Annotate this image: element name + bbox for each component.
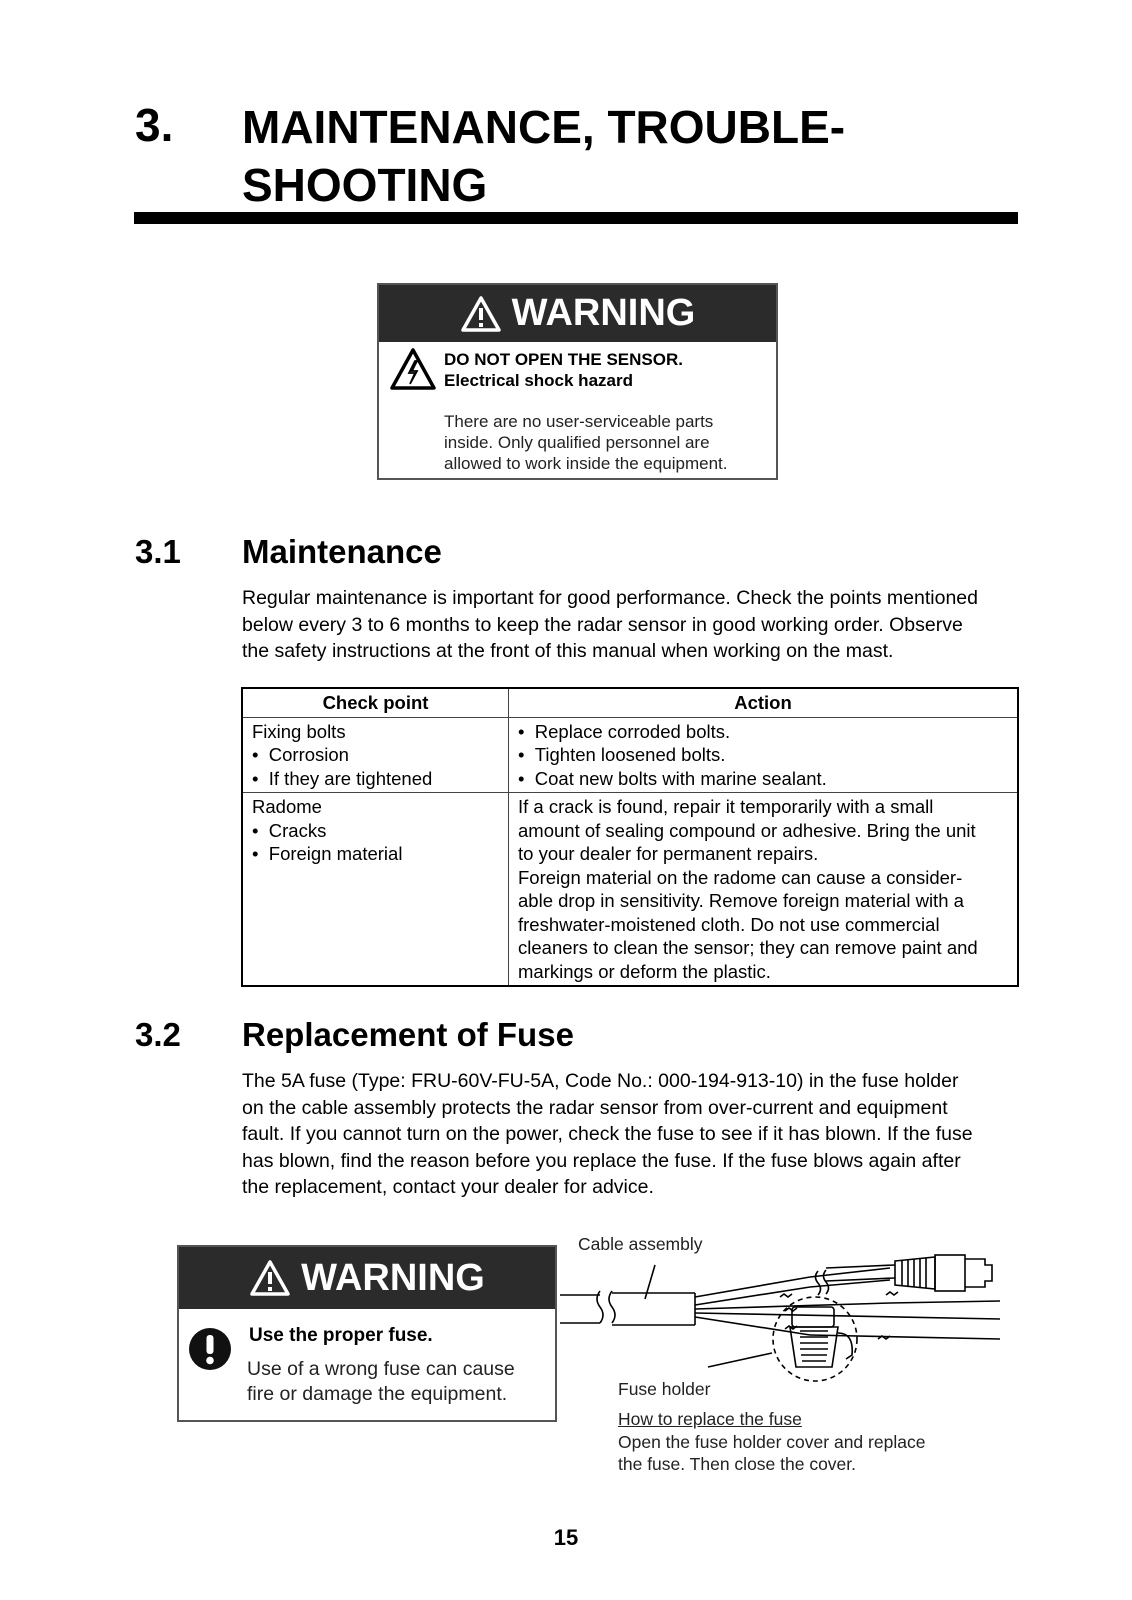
check-item-bullet: • Cracks bbox=[252, 819, 499, 843]
section-number: 3.1 bbox=[135, 533, 181, 570]
warning-bold-line1: DO NOT OPEN THE SENSOR. bbox=[444, 350, 683, 369]
check-item-bullet: • If they are tightened bbox=[252, 767, 499, 791]
warning-body-line1: Use of a wrong fuse can cause bbox=[247, 1358, 515, 1380]
table-header: Check point bbox=[242, 688, 509, 717]
action-bullet: • Coat new bolts with marine sealant. bbox=[518, 767, 1008, 791]
paragraph-line: on the cable assembly protects the radar sensor from over-current and equipment bbox=[242, 1096, 948, 1119]
action-line: If a crack is found, repair it temporarily with a small bbox=[518, 796, 934, 817]
chapter-rule bbox=[134, 212, 1018, 224]
electric-shock-icon bbox=[389, 347, 437, 391]
table-row bbox=[242, 793, 1018, 987]
warning-bold-text: Use the proper fuse. bbox=[249, 1325, 433, 1346]
table-cell-check bbox=[242, 793, 509, 987]
table-header-row bbox=[242, 688, 1018, 717]
chapter-title-line2: SHOOTING bbox=[242, 159, 488, 211]
page-number: 15 bbox=[553, 1525, 579, 1550]
paragraph-line: The 5A fuse (Type: FRU-60V-FU-5A, Code No.: 000-194-913-10) in the fuse holder bbox=[242, 1070, 959, 1092]
check-item-title: Radome bbox=[252, 796, 322, 817]
check-item-bullet: • Corrosion bbox=[252, 743, 499, 767]
check-item-bullet: • Foreign material bbox=[252, 842, 499, 866]
warning-box-fuse bbox=[177, 1245, 557, 1422]
action-line: amount of sealing compound or adhesive. Bring the unit bbox=[518, 819, 976, 841]
howto-line2: the fuse. Then close the cover. bbox=[618, 1454, 857, 1474]
howto-line1: Open the fuse holder cover and replace bbox=[618, 1432, 926, 1452]
warning-body-line3: allowed to work inside the equipment. bbox=[444, 454, 728, 473]
section-title: Maintenance bbox=[242, 533, 442, 570]
howto-title: How to replace the fuse bbox=[618, 1409, 802, 1429]
chapter-title-line1: MAINTENANCE, TROUBLE- bbox=[242, 101, 846, 153]
table-cell-action bbox=[509, 793, 1019, 987]
warning-bold-text bbox=[444, 349, 683, 391]
table-header: Action bbox=[509, 688, 1019, 717]
warning-body-text bbox=[444, 411, 728, 474]
warning-header bbox=[179, 1247, 555, 1309]
paragraph-line: has blown, find the reason before you replace the fuse. If the fuse blows again after bbox=[242, 1149, 961, 1172]
exclamation-icon bbox=[188, 1327, 232, 1371]
action-line: freshwater-moistened cloth. Do not use commercial bbox=[518, 913, 940, 935]
warning-body-line1: There are no user-serviceable parts bbox=[444, 412, 714, 431]
chapter-number: 3. bbox=[135, 99, 174, 151]
warning-box-electric bbox=[377, 283, 778, 480]
maintenance-table bbox=[241, 687, 1019, 987]
cable-assembly-label: Cable assembly bbox=[578, 1234, 703, 1254]
section-paragraph bbox=[242, 585, 978, 665]
paragraph-line: Regular maintenance is important for good performance. Check the points mentioned bbox=[242, 587, 978, 609]
warning-triangle-icon bbox=[460, 295, 502, 333]
table-cell-check bbox=[242, 717, 509, 793]
action-line: cleaners to clean the sensor; they can remove paint and bbox=[518, 937, 978, 958]
paragraph-line: fault. If you cannot turn on the power, check the fuse to see if it has blown. If the fuse bbox=[242, 1123, 973, 1145]
section-number: 3.2 bbox=[135, 1016, 181, 1053]
warning-header bbox=[379, 285, 776, 342]
warning-triangle-icon bbox=[249, 1259, 291, 1297]
section-title: Replacement of Fuse bbox=[242, 1016, 574, 1053]
action-line: to your dealer for permanent repairs. bbox=[518, 843, 819, 864]
action-bullet: • Tighten loosened bolts. bbox=[518, 743, 1008, 767]
chapter-title bbox=[242, 98, 845, 214]
action-line: able drop in sensitivity. Remove foreign material with a bbox=[518, 890, 964, 911]
table-cell-action bbox=[509, 717, 1019, 793]
paragraph-line: the safety instructions at the front of this manual when working on the mast. bbox=[242, 640, 894, 662]
warning-heading: WARNING bbox=[511, 292, 696, 334]
warning-body-line2: inside. Only qualified personnel are bbox=[444, 433, 710, 452]
action-bullet: • Replace corroded bolts. bbox=[518, 720, 1008, 744]
action-line: markings or deform the plastic. bbox=[518, 960, 771, 982]
check-item-title: Fixing bolts bbox=[252, 720, 346, 742]
warning-body-line2: fire or damage the equipment. bbox=[247, 1383, 508, 1405]
paragraph-line: the replacement, contact your dealer for advice. bbox=[242, 1176, 654, 1198]
howto-instructions bbox=[618, 1431, 925, 1475]
warning-body-text bbox=[247, 1357, 515, 1407]
warning-heading: WARNING bbox=[301, 1256, 485, 1299]
table-row bbox=[242, 717, 1018, 793]
paragraph-line: below every 3 to 6 months to keep the radar sensor in good working order. Observe bbox=[242, 613, 963, 636]
warning-bold-line2: Electrical shock hazard bbox=[444, 371, 633, 390]
fuse-holder-label: Fuse holder bbox=[618, 1379, 711, 1399]
section-paragraph bbox=[242, 1068, 973, 1201]
action-line: Foreign material on the radome can cause a consider- bbox=[518, 866, 963, 888]
